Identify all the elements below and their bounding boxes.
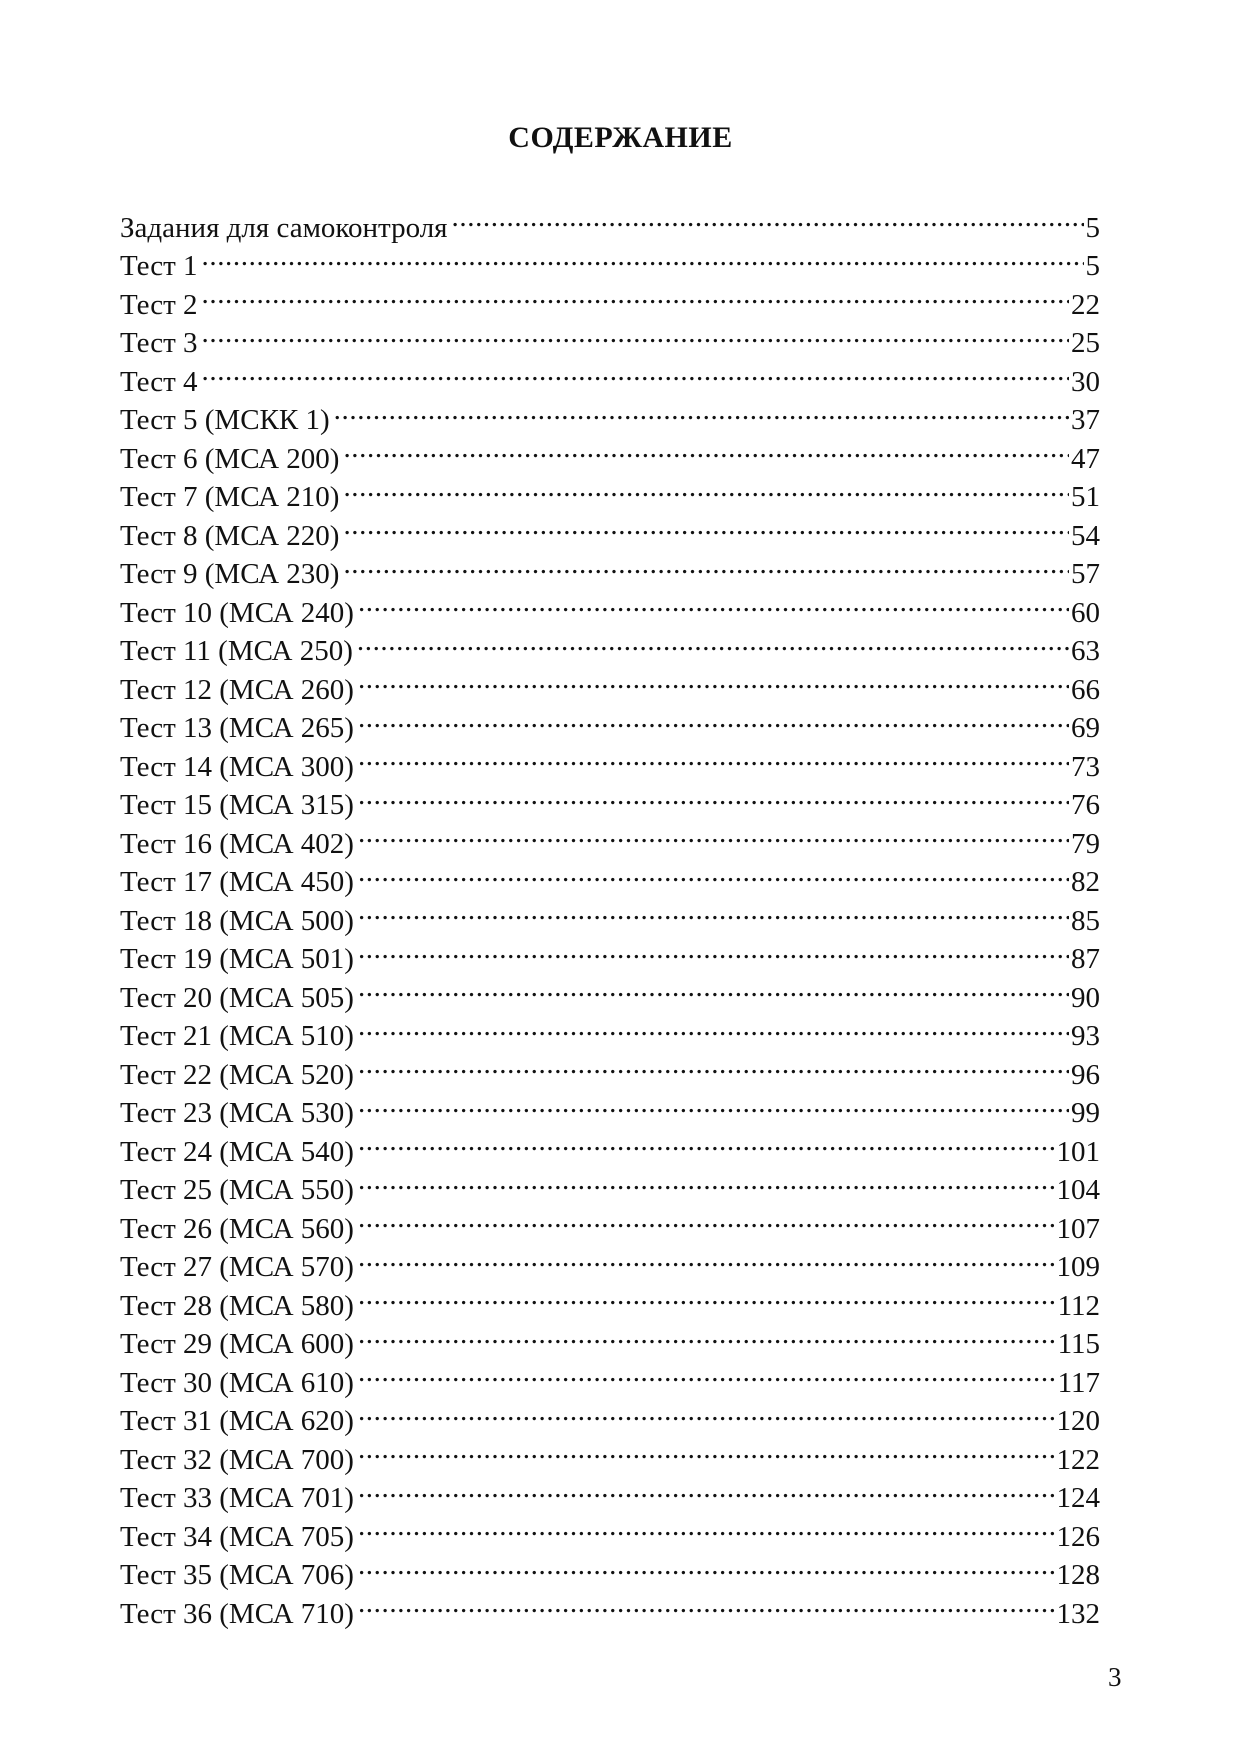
toc-entry-label: Тест 5 (МСКК 1) <box>120 404 330 436</box>
toc-entry-page: 107 <box>1056 1212 1100 1245</box>
toc-entry-page: 122 <box>1056 1443 1100 1476</box>
toc-entry-label: Тест 18 (МСА 500) <box>120 904 354 937</box>
toc-entry-page: 76 <box>1071 789 1100 821</box>
table-of-contents <box>120 198 1100 1630</box>
dot-leader <box>358 1276 1056 1315</box>
dot-leader <box>358 968 1069 1007</box>
toc-entry-label: Тест 14 (МСА 300) <box>120 750 354 783</box>
dot-leader <box>358 1546 1055 1585</box>
toc-entry-label: Тест 8 (МСА 220) <box>120 519 340 552</box>
dot-leader <box>358 891 1069 930</box>
toc-entry-label: Тест 28 (МСА 580) <box>120 1289 354 1322</box>
toc-entry-page: 66 <box>1071 673 1100 706</box>
toc-entry-page: 124 <box>1056 1482 1100 1514</box>
dot-leader <box>358 1238 1055 1277</box>
toc-entry-label: Тест 36 (МСА 710) <box>120 1597 354 1630</box>
toc-entry-page: 54 <box>1071 519 1100 552</box>
toc-entry-page: 128 <box>1056 1559 1100 1591</box>
toc-entry-label: Тест 15 (МСА 315) <box>120 789 354 821</box>
toc-entry-page: 63 <box>1071 635 1100 667</box>
toc-entry-page: 5 <box>1085 211 1100 244</box>
dot-leader <box>343 545 1069 584</box>
toc-entry[interactable] <box>120 198 1100 244</box>
dot-leader <box>358 660 1069 699</box>
toc-entry-label: Тест 4 <box>120 365 198 398</box>
toc-entry-page: 90 <box>1071 981 1100 1014</box>
toc-entry-label: Тест 35 (МСА 706) <box>120 1559 354 1591</box>
dot-leader <box>358 814 1069 853</box>
dot-leader <box>358 1584 1055 1623</box>
toc-entry-page: 99 <box>1071 1097 1100 1129</box>
dot-leader <box>334 391 1069 430</box>
dot-leader <box>343 429 1069 468</box>
dot-leader <box>202 237 1084 276</box>
toc-entry-label: Тест 1 <box>120 250 198 282</box>
toc-entry-page: 60 <box>1071 596 1100 629</box>
toc-entry[interactable] <box>120 352 1100 398</box>
dot-leader <box>358 776 1069 815</box>
dot-leader <box>358 1007 1069 1046</box>
toc-entry-label: Тест 27 (МСА 570) <box>120 1251 354 1283</box>
toc-entry-label: Тест 12 (МСА 260) <box>120 673 354 706</box>
toc-entry-page: 85 <box>1071 904 1100 937</box>
dot-leader <box>202 314 1070 353</box>
toc-entry-page: 126 <box>1056 1520 1100 1553</box>
toc-entry-label: Тест 26 (МСА 560) <box>120 1212 354 1245</box>
toc-entry-label: Тест 10 (МСА 240) <box>120 596 354 629</box>
toc-entry-label: Тест 34 (МСА 705) <box>120 1520 354 1553</box>
toc-entry-label: Тест 11 (МСА 250) <box>120 635 353 667</box>
dot-leader <box>358 583 1069 622</box>
toc-entry-label: Тест 2 <box>120 288 198 321</box>
toc-entry-page: 104 <box>1056 1174 1100 1206</box>
toc-entry-page: 30 <box>1071 365 1100 398</box>
toc-entry-page: 37 <box>1071 404 1100 436</box>
toc-entry-label: Тест 32 (МСА 700) <box>120 1443 354 1476</box>
toc-entry-page: 51 <box>1071 481 1100 513</box>
dot-leader <box>358 1392 1055 1431</box>
toc-entry-page: 5 <box>1085 250 1100 282</box>
dot-leader <box>358 853 1069 892</box>
dot-leader <box>343 506 1069 545</box>
toc-entry-page: 25 <box>1071 327 1100 359</box>
dot-leader <box>452 198 1084 237</box>
toc-entry[interactable] <box>120 314 1100 359</box>
toc-entry-page: 93 <box>1071 1020 1100 1052</box>
toc-entry-page: 115 <box>1057 1328 1100 1360</box>
dot-leader <box>202 275 1070 314</box>
toc-entry-page: 82 <box>1071 866 1100 898</box>
toc-entry-page: 79 <box>1071 827 1100 860</box>
toc-entry-label: Тест 20 (МСА 505) <box>120 981 354 1014</box>
toc-entry-page: 96 <box>1071 1058 1100 1091</box>
toc-entry-label: Тест 6 (МСА 200) <box>120 442 340 475</box>
toc-entry-label: Тест 21 (МСА 510) <box>120 1020 354 1052</box>
dot-leader <box>358 1469 1055 1508</box>
toc-entry-page: 109 <box>1056 1251 1100 1283</box>
toc-entry-label: Тест 9 (МСА 230) <box>120 558 340 590</box>
page-title: СОДЕРЖАНИЕ <box>508 121 733 154</box>
toc-entry-label: Тест 29 (МСА 600) <box>120 1328 354 1360</box>
toc-entry-page: 132 <box>1056 1597 1100 1630</box>
toc-entry-label: Тест 3 <box>120 327 198 359</box>
toc-entry[interactable] <box>120 237 1100 282</box>
toc-entry[interactable] <box>120 391 1100 436</box>
toc-entry-page: 22 <box>1071 288 1100 321</box>
dot-leader <box>358 1315 1056 1354</box>
toc-entry-label: Тест 22 (МСА 520) <box>120 1058 354 1091</box>
toc-entry-label: Тест 31 (МСА 620) <box>120 1405 354 1437</box>
dot-leader <box>358 1199 1055 1238</box>
dot-leader <box>358 1045 1069 1084</box>
toc-entry-label: Тест 24 (МСА 540) <box>120 1135 354 1168</box>
dot-leader <box>358 1161 1055 1200</box>
toc-entry-page: 87 <box>1071 943 1100 975</box>
toc-entry-label: Тест 17 (МСА 450) <box>120 866 354 898</box>
toc-entry-label: Тест 13 (МСА 265) <box>120 712 354 744</box>
dot-leader <box>358 1353 1056 1392</box>
dot-leader <box>357 622 1069 661</box>
dot-leader <box>358 1507 1055 1546</box>
dot-leader <box>358 1430 1055 1469</box>
toc-entry-page: 117 <box>1057 1366 1100 1399</box>
dot-leader <box>358 1122 1055 1161</box>
toc-entry-page: 69 <box>1071 712 1100 744</box>
toc-entry-label: Тест 7 (МСА 210) <box>120 481 340 513</box>
dot-leader <box>358 737 1069 776</box>
toc-entry-page: 47 <box>1071 442 1100 475</box>
dot-leader <box>358 930 1069 969</box>
toc-entry-page: 57 <box>1071 558 1100 590</box>
toc-entry-page: 120 <box>1056 1405 1100 1437</box>
toc-entry[interactable] <box>120 275 1100 321</box>
toc-entry-label: Задания для самоконтроля <box>120 211 448 244</box>
dot-leader <box>358 699 1069 738</box>
toc-entry-label: Тест 30 (МСА 610) <box>120 1366 354 1399</box>
toc-entry-label: Тест 19 (МСА 501) <box>120 943 354 975</box>
page-number: 3 <box>1108 1662 1122 1692</box>
toc-entry-label: Тест 16 (МСА 402) <box>120 827 354 860</box>
toc-entry-label: Тест 33 (МСА 701) <box>120 1482 354 1514</box>
toc-entry-page: 73 <box>1071 750 1100 783</box>
toc-entry-page: 101 <box>1056 1135 1100 1168</box>
toc-entry-label: Тест 25 (МСА 550) <box>120 1174 354 1206</box>
dot-leader <box>202 352 1070 391</box>
toc-entry-page: 112 <box>1057 1289 1100 1322</box>
toc-entry-label: Тест 23 (МСА 530) <box>120 1097 354 1129</box>
dot-leader <box>343 468 1069 507</box>
dot-leader <box>358 1084 1069 1123</box>
